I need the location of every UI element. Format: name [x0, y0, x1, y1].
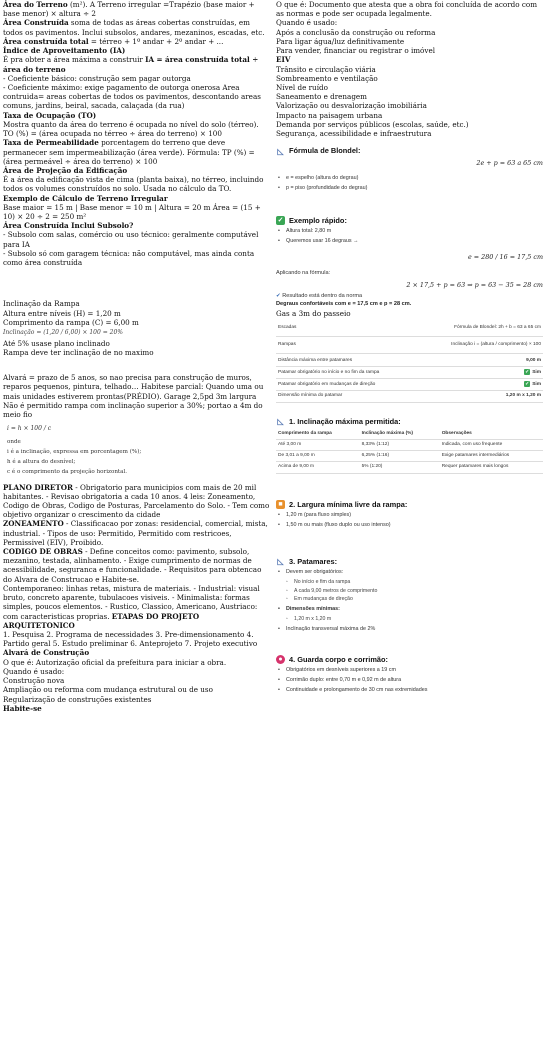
list-item: ◦ A cada 9,00 metros de comprimento: [276, 588, 543, 595]
table-header: [276, 429, 543, 440]
table-cell: 5% (1:20): [360, 462, 440, 473]
table-cell: Acima de 9,00 m: [276, 462, 360, 473]
text-line: Mostra quanto da área do terreno é ocupada no nível do solo (térreo). TO (%) = (área ocupada no térreo ÷ área do terreno) × 100: [3, 119, 259, 139]
table-header-cell: Observações: [440, 429, 543, 440]
left-column: [3, 0, 271, 713]
list-item: ◦ No início e fim da rampa: [276, 579, 543, 586]
text-line: Taxa de Ocupação (TO): [3, 110, 97, 120]
text-line: Comprimento da rampa (C) = 6,00 m: [3, 317, 139, 327]
formula-expression: i = h × 100 / c: [7, 425, 52, 433]
exemplo-result2: Degraus confortáveis com e = 17,5 cm e p = 28 cm.: [276, 301, 412, 308]
table-row: [276, 451, 543, 462]
list-item: • Corrimão duplo: entre 0,70 m e 0,92 m de altura: [276, 677, 543, 684]
text-line: Área Construída Inclui Subsolo?: [3, 221, 134, 231]
table-cell: 1,20 m x 1,20 m: [471, 391, 543, 402]
exemplo-eq2: 2 × 17,5 + p = 63 ⇒ p = 63 − 35 = 28 cm: [406, 280, 543, 289]
plano-diretor-block: [3, 483, 271, 713]
text-line: Área Construída soma de todas as áreas cobertas construídas, em todos os pavimentos. Inclui subsolos, andares, mezaninos, escadas, etc.: [3, 18, 265, 37]
habitese-text: [276, 0, 543, 55]
table-header-cell: Comprimento da rampa: [276, 429, 360, 440]
table-cell: Requer patamares mais longos: [440, 462, 543, 473]
table-cell: Exige patamares intermediários: [440, 451, 543, 462]
table-cell: Indicada, com uso frequente: [440, 440, 543, 451]
exemplo-title: Exemplo rápido:: [289, 215, 347, 225]
text-line: Alvará de Construção: [3, 648, 90, 658]
table-cell: 8,33% (1:12): [360, 440, 440, 451]
list-item: • e = espelho (altura do degrau): [276, 175, 543, 182]
blondel-section: [276, 146, 543, 191]
table-cell: Patamar obrigatório no início e no fim da rampa: [276, 367, 471, 379]
s3-title: 3. Patamares:: [289, 556, 338, 566]
eiv-item: Segurança, acessibilidade e infraestrutura: [276, 129, 432, 139]
left-text-block: [3, 0, 271, 267]
text-line: É a área da edificação vista de cima (planta baixa), no térreo, incluindo todos os volumes construídos no solo. Usada no cálculo da TO.: [3, 175, 264, 194]
circle-icon: ●: [276, 655, 285, 664]
table-row: [276, 356, 543, 367]
table-cell: De 3,01 a 9,00 m: [276, 451, 360, 462]
table-row: [276, 379, 543, 391]
ruler-icon: ◺: [277, 146, 284, 156]
text-line: Quando é usado:: [276, 18, 338, 28]
table-cell: Rampas: [276, 336, 327, 353]
text-line: É pra obter a área máxima a construir IA = área construída total ÷ área do terreno: [3, 55, 259, 74]
table-row: [276, 336, 543, 353]
exemplo-apply: Aplicando na fórmula:: [276, 270, 331, 277]
text-line: Contemporaneo: linhas retas, mistura de materiais. - Industrial: visual bruto, concreto aparente, tubulacoes visiveis. - Minimalista: formas simples, poucos elementos. - Rustico, Classico, Americano, Austriaco: com caracteristicas proprias. ETAPAS DO PROJETO ARQUITETONICO: [3, 583, 260, 630]
table-cell: ✓ Sim: [471, 379, 543, 391]
eiv-item: Impacto na paisagem urbana: [276, 110, 383, 120]
text-line: - Coeficiente básico: construção sem pagar outorga: [3, 73, 191, 83]
check-icon: ✓: [525, 369, 530, 376]
table-cell: ✓ Sim: [471, 367, 543, 379]
s2-title: 2. Largura mínima livre da rampa:: [289, 499, 408, 509]
s3-l1: • Devem ser obrigatórios:: [276, 569, 543, 576]
text-line: Altura entre níveis (H) = 1,20 m: [3, 308, 121, 318]
list-item: • 1,50 m ou mais (fluxo duplo ou uso intenso): [276, 522, 543, 529]
eiv-item: Sombreamento e ventilação: [276, 73, 378, 83]
ruler-icon: ◺: [277, 416, 284, 426]
text-line: Taxa de Permeabilidade porcentagem do terreno que deve permanecer sem impermeabilização (área verde). Fórmula: TP (%) = (área permeável ÷ área do terreno) × 100: [3, 138, 255, 166]
gas-text: Gas a 3m do passeio: [276, 308, 351, 318]
ramp-notes: [3, 339, 271, 357]
list-item: • 1,20 m (para fluxo simples): [276, 512, 543, 519]
table-cell: Distância máxima entre patamares: [276, 356, 471, 367]
text-line: Ampliação ou reforma com mudança estrutural ou de uso: [3, 685, 213, 695]
text-line: Para ligar água/luz definitivamente: [276, 36, 405, 46]
ramp-section: [3, 299, 271, 327]
text-line: Índice de Aproveitamento (IA): [3, 46, 126, 56]
table-cell: Escadas: [276, 320, 327, 337]
table-row: [276, 367, 543, 379]
table-cell: Até 3,00 m: [276, 440, 360, 451]
text-line: O que é: Autorização oficial da prefeitura para iniciar a obra.: [3, 657, 227, 667]
text-line: - Coeficiente máximo: exige pagamento de outorga onerosa Area contruida= areas cobertas de todos os pavimentos, descontando areas comuns, jardins, beiral, sacada, calaçada (da rua): [3, 82, 261, 111]
text-line: CODIGO DE OBRAS - Define conceitos como: pavimento, subsolo, mezanino, testada, alinhamento. - Exige cumprimento de normas de acessibilidade, seguranca e funcionalidade. - Requisitos para obtencao do Alvara de Construcao e Habite-se.: [3, 547, 262, 584]
table-cell: Patamar obrigatório em mudanças de direção: [276, 379, 471, 391]
blondel-equation: 2e + p = 63 a 65 cm: [476, 158, 543, 167]
table-cell: Inclinação i = (altura / comprimento) × 100: [327, 336, 543, 353]
text-line: PLANO DIRETOR - Obrigatorio para municipios com mais de 20 mil habitantes. - Revisao obrigatoria a cada 10 anos. 4 leis: Zoneamento, Codigo de Obras, Codigo de Posturas, Parcelamento do Solo. - Tem como objetivo organizar o crescimento da cidade: [3, 482, 270, 520]
list-item: ◦ Em mudanças de direção: [276, 596, 543, 603]
list-item: • Queremos usar 16 degraus →: [276, 238, 543, 245]
s3-l2: • Dimensões mínimas:: [276, 606, 543, 613]
s1-section: [276, 417, 543, 474]
eiv-item: Valorização ou desvalorização imobiliária: [276, 101, 427, 111]
ruler-icon: ◺: [277, 557, 284, 567]
exemplo-result: ✔ Resultado está dentro da norma: [276, 292, 363, 299]
list-item: • Obrigatórios em desníveis superiores a 19 cm: [276, 667, 543, 674]
check-icon: ✓: [277, 216, 284, 224]
s1-title: 1. Inclinação máxima permitida:: [289, 416, 401, 426]
s3-l3: • Inclinação transversal máxima de 2%: [276, 626, 543, 633]
table-cell: 9,00 m: [471, 356, 543, 367]
formula-onde: onde: [7, 438, 21, 445]
right-column: [276, 0, 543, 697]
s4-title: 4. Guarda corpo e corrimão:: [289, 654, 388, 664]
text-line: Construção nova: [3, 676, 65, 686]
escadas-rampas-table: [276, 320, 543, 354]
text-line: Inclinação da Rampa: [3, 299, 80, 309]
text-line: Exemplo de Cálculo de Terreno Irregular: [3, 193, 168, 203]
eiv-list: [276, 65, 543, 139]
s3-section: [276, 557, 543, 633]
eiv-item: Saneamento e drenagem: [276, 92, 367, 102]
table-row: [276, 462, 543, 473]
text-line: Habite-se: [3, 703, 42, 713]
table-row: [276, 440, 543, 451]
checkmark-icon: ✔: [276, 292, 281, 299]
text-line: Área construída total = térreo + 1º andar + 2º andar + ...: [3, 36, 224, 46]
list-item: ◦ 1,20 m x 1,20 m: [276, 616, 543, 623]
text-line: Base maior = 15 m | Base menor = 10 m | Altura = 20 m Área = (15 + 10) × 20 ÷ 2 = 250 m²: [3, 202, 261, 222]
check-icon: ✓: [525, 381, 530, 388]
patamar-table: [276, 356, 543, 403]
table-cell: Dimensão mínima do patamar: [276, 391, 471, 402]
text-line: Para vender, financiar ou registrar o imóvel: [276, 46, 435, 56]
eiv-item: Nível de ruído: [276, 82, 328, 92]
text-line: - Subsolo com salas, comércio ou uso técnico: geralmente computável para IA: [3, 230, 259, 249]
text-line: ZONEAMENTO - Classificacao por zonas: residencial, comercial, mista, industrial. - Tipos de uso: Permitido, Permitido com restricoes, Permissivel (EIV), Proibido.: [3, 519, 268, 547]
eiv-item: Trânsito e circulação viária: [276, 64, 376, 74]
text-line: Área de Projeção da Edificação: [3, 165, 128, 175]
ramp-formula: Inclinação = (1,20 / 6,00) × 100 = 20%: [3, 329, 123, 336]
text-line: Quando é usado:: [3, 666, 65, 676]
table-row: [276, 320, 543, 337]
table-header-cell: Inclinação máxima (%): [360, 429, 440, 440]
inclinacao-table: [276, 429, 543, 474]
square-icon: ■: [276, 500, 285, 509]
formula-def: i é a inclinação, expressa em porcentagem (%);: [7, 449, 142, 456]
exemplo-section: [276, 216, 543, 318]
text-line: - Subsolo só com garagem técnica: não computável, mas ainda conta como área construída: [3, 248, 255, 268]
text-line: Rampa deve ter inclinação de no maximo: [3, 347, 154, 357]
text-line: Área do Terreno (m²). A Terreno irregular =Trapézio (base maior + base menor) × altura ÷ 2: [3, 0, 255, 19]
formula-defs: [7, 449, 271, 476]
list-item: • Continuidade e prolongamento de 30 cm nas extremidades: [276, 687, 543, 694]
table-cell: Fórmula de Blondel: 2h + b = 63 a 65 cm: [327, 320, 543, 337]
exemplo-eq1: e = 280 / 16 = 17,5 cm: [467, 253, 543, 262]
text-line: Regularização de construções existentes: [3, 694, 152, 704]
blondel-title: Fórmula de Blondel:: [289, 146, 361, 156]
eiv-title: EIV: [276, 55, 291, 65]
s4-section: [276, 655, 543, 694]
text-line: Até 5% usase plano inclinado: [3, 338, 110, 348]
alvara-text: Alvará = prazo de 5 anos, so nao precisa para construção de muros, reparos pequenos, pintura, telhado… Habitese parcial: Quando uma ou mais unidades estiverem prontas(PRÉDIO). Garage 2,5pd 3m largura Não é permitido rampa com inclinação superior a 30%; portao a 4m do meio fio: [3, 373, 264, 419]
text-line: 1. Pesquisa 2. Programa de necessidades 3. Pre-dimensionamento 4. Partido geral 5. Estudo preliminar 6. Anteprojeto 7. Projeto executivo: [3, 630, 258, 649]
list-item: • p = piso (profundidade do degrau): [276, 185, 543, 192]
table-cell: 6,25% (1:16): [360, 451, 440, 462]
text-line: O que é: Documento que atesta que a obra foi concluída de acordo com as normas e pode ser ocupada legalmente.: [276, 0, 538, 19]
text-line: Após a conclusão da construção ou reforma: [276, 27, 436, 37]
formula-image: [7, 425, 271, 476]
formula-def: c é o comprimento da projeção horizontal.: [7, 469, 128, 476]
s2-section: [276, 500, 543, 529]
table-row: [276, 391, 543, 402]
eiv-item: Demanda por serviços públicos (escolas, saúde, etc.): [276, 119, 469, 129]
formula-def: h é a altura do desnível;: [7, 459, 76, 466]
list-item: • Altura total: 2,80 m: [276, 228, 543, 235]
